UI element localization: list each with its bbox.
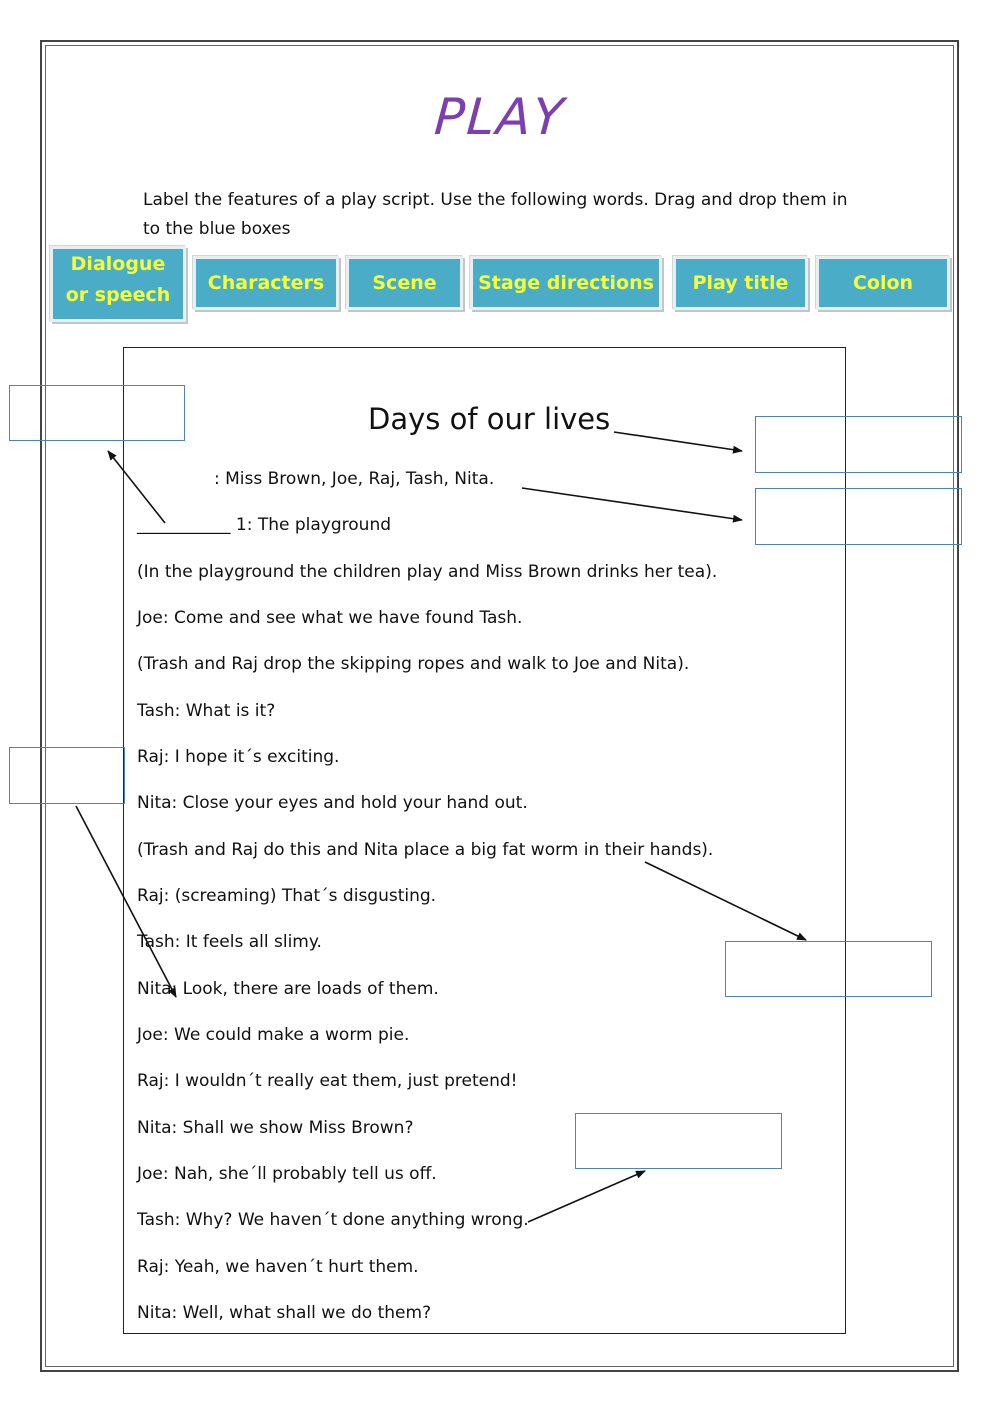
arrow-stage-directions (645, 862, 806, 940)
arrow-dialogue (528, 1171, 645, 1222)
script-line: Raj: I wouldn´t really eat them, just pretend! (137, 1071, 518, 1091)
chip-stage-directions[interactable]: Stage directions (470, 256, 662, 310)
script-line: Nita: Close your eyes and hold your hand out. (137, 793, 528, 813)
script-line: Joe: Come and see what we have found Tash. (137, 608, 523, 628)
script-line: Tash: It feels all slimy. (137, 932, 322, 952)
arrow-colon (76, 806, 176, 997)
script-line: (In the playground the children play and Miss Brown drinks her tea). (137, 562, 718, 582)
arrow-play-title (614, 432, 742, 451)
script-line: Joe: Nah, she´ll probably tell us off. (137, 1164, 437, 1184)
chip-scene[interactable]: Scene (346, 256, 463, 310)
arrow-scene (108, 451, 165, 523)
script-line: (Trash and Raj drop the skipping ropes and walk to Joe and Nita). (137, 654, 690, 674)
chip-colon[interactable]: Colon (816, 256, 950, 310)
script-line: Nita: Look, there are loads of them. (137, 979, 439, 999)
script-line: Joe: We could make a worm pie. (137, 1025, 410, 1045)
instructions-text: Label the features of a play script. Use the following words. Drag and drop them in to the blue boxes (143, 190, 848, 239)
script-line: Nita: Well, what shall we do them? (137, 1303, 432, 1323)
script-line: : Miss Brown, Joe, Raj, Tash, Nita. (214, 469, 495, 489)
chip-characters[interactable]: Characters (193, 256, 339, 310)
script-line: Raj: Yeah, we haven´t hurt them. (137, 1257, 419, 1277)
script-line: Tash: What is it? (137, 701, 276, 721)
chip-play-title[interactable]: Play title (673, 256, 808, 310)
script-line: Raj: (screaming) That´s disgusting. (137, 886, 437, 906)
chip-dialogue-or-speech[interactable]: Dialogue or speech (50, 246, 186, 322)
script-line: Tash: Why? We haven´t done anything wrong. (137, 1210, 529, 1230)
script-line: ___________ 1: The playground (137, 515, 392, 535)
script-play-title: Days of our lives (368, 402, 611, 436)
arrow-characters (522, 488, 742, 520)
page-title: PLAY (432, 88, 568, 146)
script-line: Nita: Shall we show Miss Brown? (137, 1118, 414, 1138)
script-line: Raj: I hope it´s exciting. (137, 747, 340, 767)
script-line: (Trash and Raj do this and Nita place a big fat worm in their hands). (137, 840, 714, 860)
